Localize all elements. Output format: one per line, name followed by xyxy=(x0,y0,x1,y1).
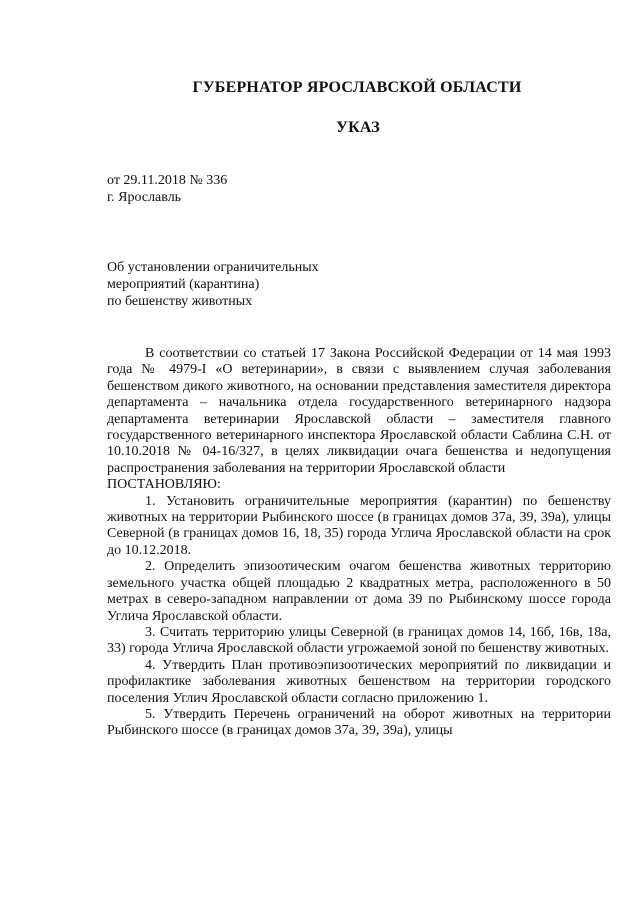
subject-line: мероприятий (карантина) xyxy=(107,277,260,292)
decree-item: 4. Утвердить План противоэпизоотических мероприятий по ликвидации и профилактике заболевания животных бешенством на территории городского поселения Углич Ярославской области согласно приложению 1. xyxy=(107,657,611,706)
document-type: УКАЗ xyxy=(336,119,380,136)
decree-item: 2. Определить эпизоотическим очагом бешенства животных территорию земельного участка общей площадью 2 квадратных метра, расположенного в 50 метрах в северо-западном направлении от дома 39 по Рыбинскому шоссе города Углича Ярославской области. xyxy=(107,559,611,624)
decree-item: 5. Утвердить Перечень ограничений на оборот животных на территории Рыбинского шоссе (в границах домов 37а, 39, 39а), улицы xyxy=(107,706,611,739)
document-subject xyxy=(107,259,319,310)
decree-item: 1. Установить ограничительные мероприятия (карантин) по бешенству животных на территории Рыбинского шоссе (в границах домов 37а, 39, 39а), улицы Северной (в границах домов 16, 18, 35) города Углича Ярославской области на срок до 10.12.2018. xyxy=(107,493,611,558)
document-authority: ГУБЕРНАТОР ЯРОСЛАВСКОЙ ОБЛАСТИ xyxy=(192,79,522,96)
preamble-paragraph: В соответствии со статьей 17 Закона Российской Федерации от 14 мая 1993 года № 4979-I «О ветеринарии», в связи с выявлением случая заболевания бешенством дикого животного, на основании представления заместителя директора департамента – начальника отдела государственного ветеринарного надзора департамента ветеринарии Ярославской области – заместителя главного государственного ветеринарного инспектора Ярославской области Саблина С.Н. от 10.10.2018 № 04-16/327, в целях ликвидации очага бешенства и недопущения распространения заболевания на территории Ярославской области xyxy=(107,346,611,476)
subject-line: Об установлении ограничительных xyxy=(107,260,319,275)
document-city: г. Ярославль xyxy=(107,190,182,205)
document-date-number: от 29.11.2018 № 336 xyxy=(107,173,228,188)
document-body xyxy=(107,346,611,740)
decree-item: 3. Считать территорию улицы Северной (в границах домов 14, 16б, 16в, 18а, 33) города Углича Ярославской области угрожаемой зоной по бешенству животных. xyxy=(107,624,611,657)
subject-line: по бешенству животных xyxy=(107,294,253,309)
decree-word: ПОСТАНОВЛЯЮ: xyxy=(107,477,221,493)
